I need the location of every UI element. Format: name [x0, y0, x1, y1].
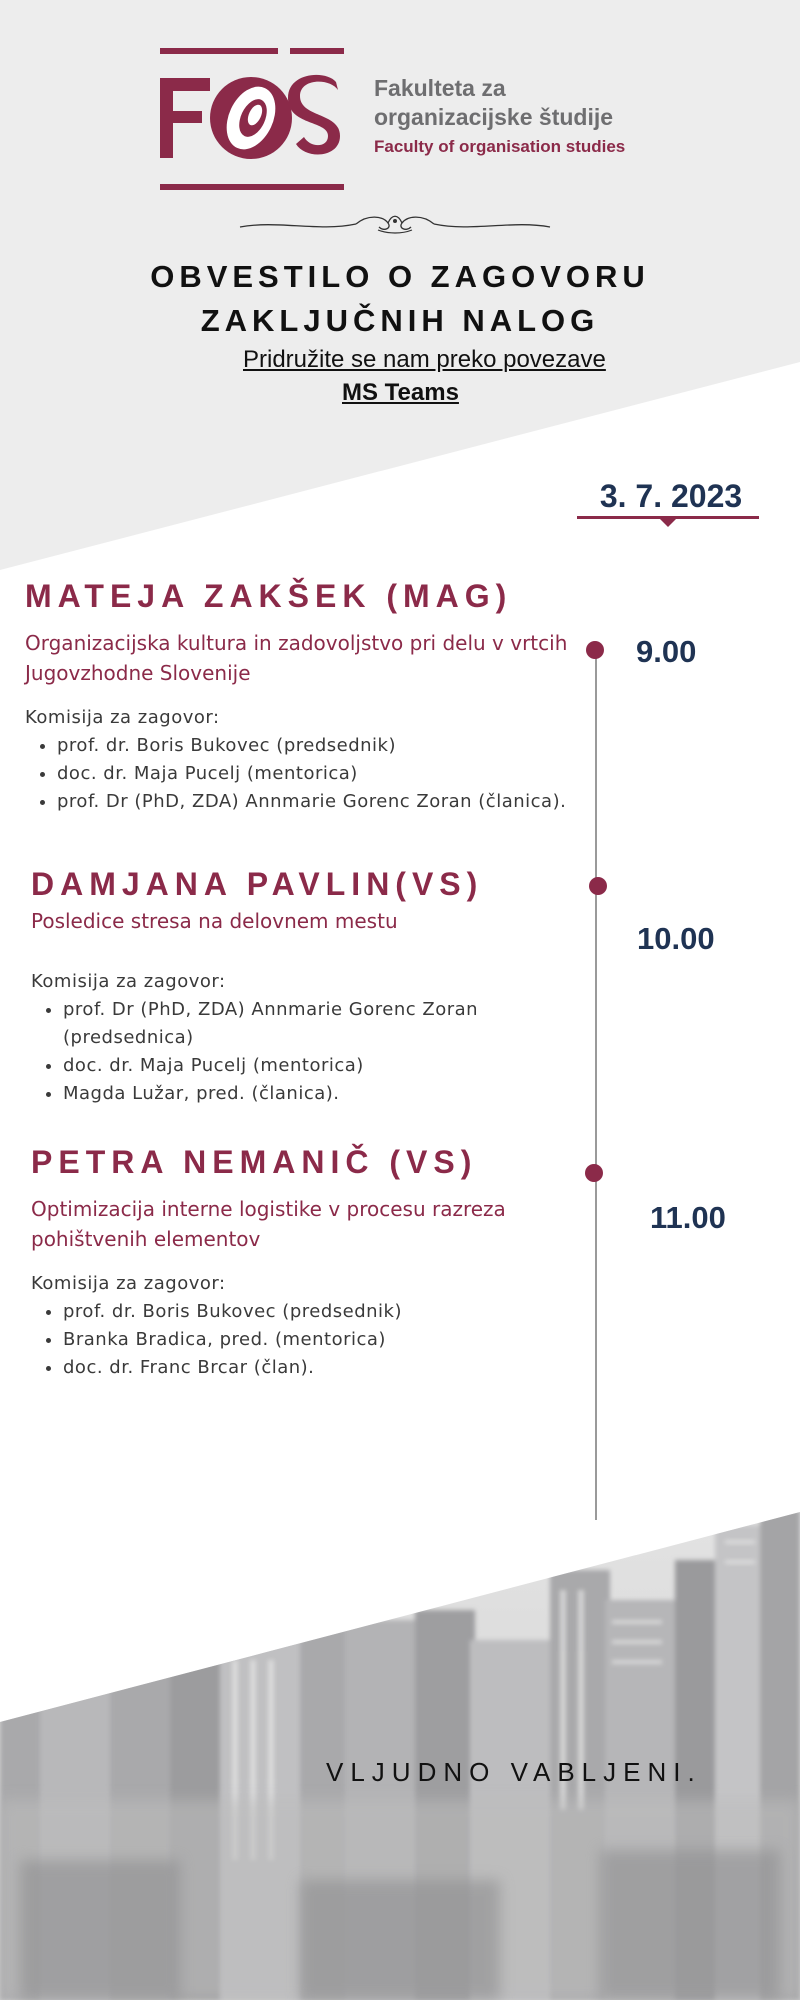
committee-label: Komisija za zagovor:	[31, 1273, 226, 1294]
thesis-title: Organizacijska kultura in zadovoljstvo pri delu v vrtcih Jugovzhodne Slovenije	[25, 631, 568, 685]
logo-line-3: Faculty of organisation studies	[374, 137, 626, 156]
committee-member: • doc. dr. Maja Pucelj (mentorica)	[63, 1052, 591, 1080]
logo-line-2: organizacijske študije	[374, 104, 614, 130]
student-name: DAMJANA PAVLIN(VS)	[31, 866, 484, 902]
defense-entry	[31, 1140, 591, 1382]
timeline-dot	[589, 877, 607, 895]
committee-member: • prof. dr. Boris Bukovec (predsednik)	[63, 1298, 591, 1326]
defense-time: 9.00	[636, 634, 697, 669]
committee-member: • prof. Dr (PhD, ZDA) Annmarie Gorenc Zoran (predsednica)	[63, 996, 591, 1052]
page-title	[0, 255, 800, 343]
title-line-1: OBVESTILO O ZAGOVORU	[150, 259, 650, 294]
committee-list	[31, 1298, 591, 1382]
committee-list	[31, 996, 591, 1108]
student-name: PETRA NEMANIČ (VS)	[31, 1144, 478, 1180]
defense-time: 10.00	[637, 921, 715, 956]
thesis-title: Posledice stresa na delovnem mestu	[31, 909, 398, 933]
thesis-title: Optimizacija interne logistike v procesu razreza pohištvenih elementov	[31, 1197, 506, 1251]
committee-member: • prof. Dr (PhD, ZDA) Annmarie Gorenc Zoran (članica).	[57, 788, 585, 816]
closing-invitation: VLJUDNO VABLJENI.	[326, 1757, 702, 1787]
defense-entry	[25, 574, 585, 816]
join-link[interactable]: Pridružite se nam preko povezave	[243, 346, 606, 373]
logo-text	[374, 74, 625, 162]
committee-member: • prof. dr. Boris Bukovec (predsednik)	[57, 732, 585, 760]
logo-line-1: Fakulteta za	[374, 75, 506, 101]
committee-member: • Magda Lužar, pred. (članica).	[63, 1080, 591, 1108]
timeline-line	[595, 648, 597, 1520]
ornament-divider	[238, 210, 552, 236]
committee-member: • doc. dr. Maja Pucelj (mentorica)	[57, 760, 585, 788]
committee-list	[25, 732, 585, 816]
committee-member: • doc. dr. Franc Brcar (član).	[63, 1354, 591, 1382]
timeline-dot	[586, 641, 604, 659]
faculty-logo	[160, 48, 660, 190]
defense-entry	[31, 862, 591, 1108]
defense-time: 11.00	[650, 1200, 726, 1235]
fos-logo-mark	[160, 48, 344, 190]
committee-member: • Branka Bradica, pred. (mentorica)	[63, 1326, 591, 1354]
title-line-2: ZAKLJUČNIH NALOG	[200, 303, 600, 338]
student-name: MATEJA ZAKŠEK (MAG)	[25, 578, 513, 614]
ms-teams-link[interactable]: MS Teams	[342, 379, 459, 406]
date-pointer	[659, 518, 677, 527]
committee-label: Komisija za zagovor:	[31, 971, 226, 992]
committee-label: Komisija za zagovor:	[25, 707, 220, 728]
defense-date: 3. 7. 2023	[599, 478, 743, 514]
